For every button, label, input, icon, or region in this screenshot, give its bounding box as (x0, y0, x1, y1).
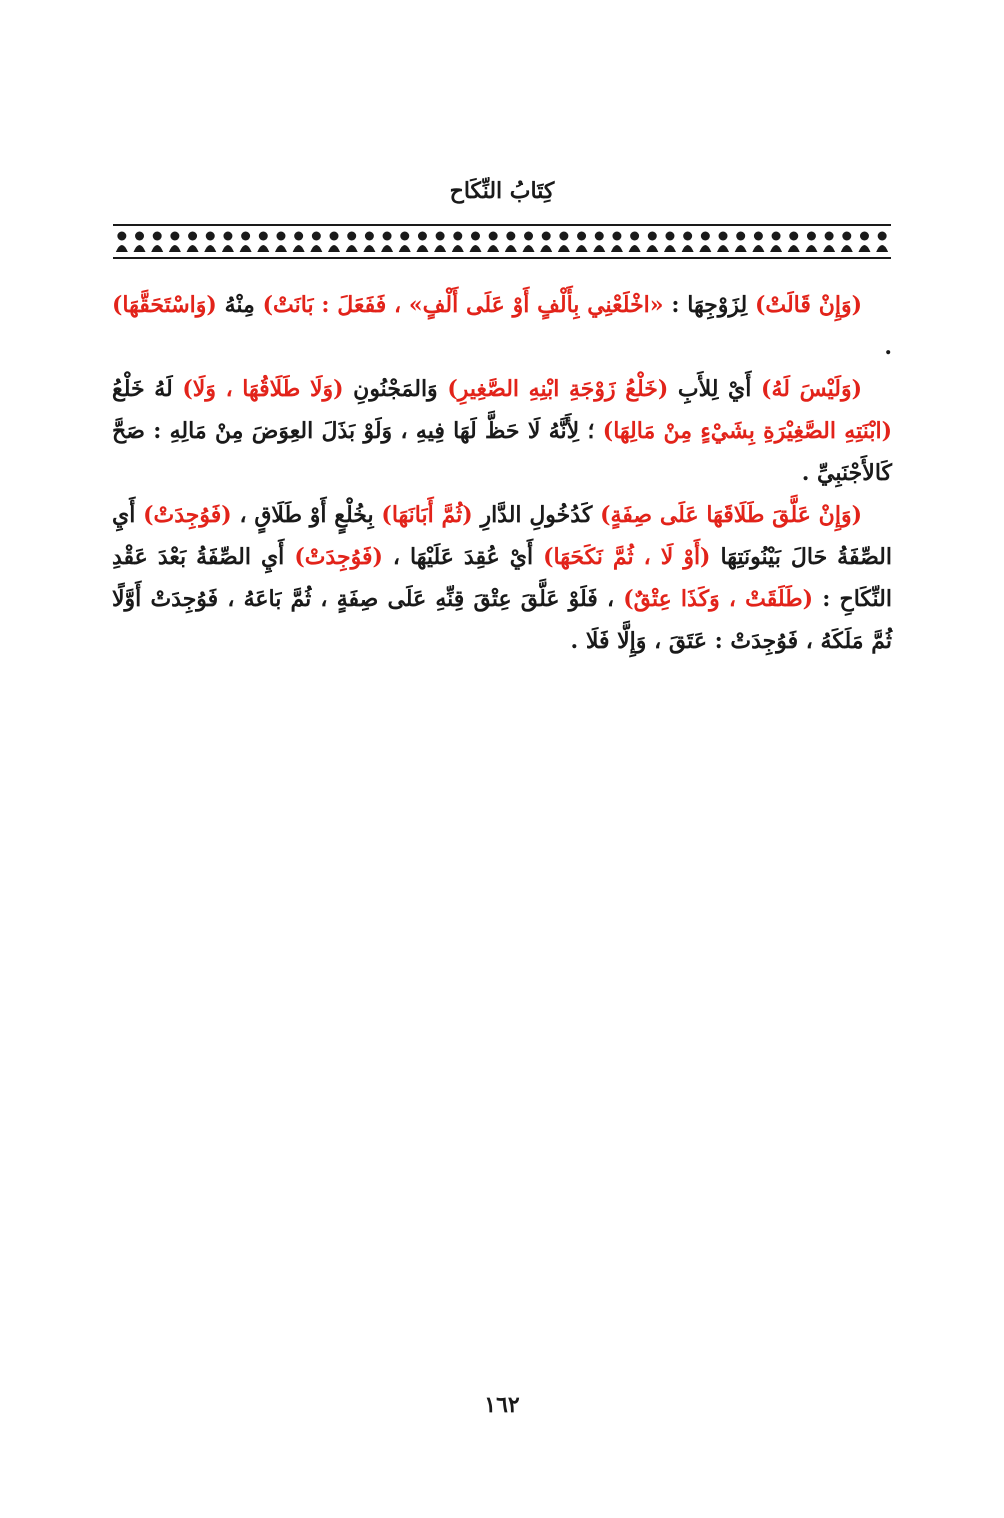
main-text (112, 284, 892, 662)
sharh-text: بِخُلْعٍ أَوْ طَلَاقٍ ، (231, 502, 382, 528)
ornament-motif (682, 245, 694, 252)
ornament-motif (116, 245, 128, 252)
ornament-motif (699, 245, 711, 252)
ornament-motif (770, 245, 782, 252)
matn-text: (أَوْ لَا ، ثُمَّ نَكَحَهَا) (543, 544, 711, 570)
sharh-text: ؛ لِأَنَّهُ لَا حَظَّ لَهَا فِيهِ ، وَلَوْ بَذَلَ العِوَضَ مِنْ مَالِهِ : صَحَّ كَالأَجْنَبِيِّ . (112, 418, 892, 486)
ornament-motif (223, 232, 232, 241)
ornament-motif (241, 232, 250, 241)
ornament-motif (788, 245, 800, 252)
ornament-motif (735, 245, 747, 252)
decorative-border (113, 222, 891, 262)
ornament-motif (276, 232, 285, 241)
sharh-text: ، فَلَوْ عَلَّقَ عِتْقَ قِنِّهِ عَلَى صِفَةٍ ، ثُمَّ بَاعَهُ ، فَوُجِدَتْ أَوَّلًا ثُمَّ مَلَكَهُ ، فَوُجِدَتْ : عَتَقَ ، وَإِلَّا فَلَا . (112, 586, 892, 654)
ornament-motif (629, 245, 641, 252)
ornament-motif (823, 245, 835, 252)
matn-text: (وَاسْتَحَقَّهَا) (112, 292, 217, 318)
ornament-motif (452, 245, 464, 252)
ornament-motif (187, 245, 199, 252)
ornament-motif (489, 232, 498, 241)
ornament-motif (593, 245, 605, 252)
ornament-motif (363, 245, 375, 252)
ornament-motif (381, 245, 393, 252)
ornament-motif (524, 232, 533, 241)
paragraph (112, 284, 892, 368)
ornament-motif (612, 232, 621, 241)
matn-text: (وَلَيْسَ لَهُ) (761, 376, 862, 402)
ornament-motif (222, 245, 234, 252)
ornament-motif (825, 232, 834, 241)
ornament-motif (701, 232, 710, 241)
ornament-motif (257, 245, 269, 252)
ornament-motif (540, 245, 552, 252)
matn-text: (وَإِنْ قَالَتْ) (754, 292, 862, 318)
ornament-motif (399, 245, 411, 252)
ornament-motif (206, 232, 215, 241)
sharh-text: لِزَوْجِهَا : (663, 292, 755, 318)
ornament-motif (611, 245, 623, 252)
ornament-motif (523, 245, 535, 252)
ornament-motif (310, 245, 322, 252)
ornament-motif (328, 245, 340, 252)
ornament-motif (436, 232, 445, 241)
ornament-motif (842, 232, 851, 241)
ornament-motif (646, 245, 658, 252)
ornament-motif (294, 232, 303, 241)
sharh-text: أَيْ لِلأَبِ (668, 376, 762, 402)
ornament-motif (117, 232, 126, 241)
ornament-motif (506, 232, 515, 241)
sharh-text: . (884, 334, 892, 360)
matn-text: «اخْلَعْنِي بِأَلْفٍ أَوْ عَلَى أَلْفٍ» ، فَفَعَلَ : بَانَتْ) (262, 292, 664, 318)
ornament-motif (805, 245, 817, 252)
matn-text: (طَلَقَتْ ، وَكَذَا عِتْقٌ) (623, 586, 814, 612)
ornament-motif (772, 232, 781, 241)
ornament-motif (471, 232, 480, 241)
ornament-motif (876, 245, 888, 252)
ornament-motif (487, 245, 499, 252)
ornament-motif (170, 232, 179, 241)
ornament-motif (330, 232, 339, 241)
ornament-motif (259, 232, 268, 241)
sharh-text: أَيْ عُقِدَ عَلَيْهَا ، (382, 544, 544, 570)
ornament-motif (275, 245, 287, 252)
ornament-motif (664, 245, 676, 252)
ornament-motif (134, 245, 146, 252)
ornament-motif (736, 232, 745, 241)
ornament-motif (169, 245, 181, 252)
ornament-motif (719, 232, 728, 241)
matn-text: (ثُمَّ أَبَانَهَا) (381, 502, 473, 528)
sharh-text: أَيِ الصِّفَةُ بَعْدَ عَقْدِ النِّكَاحِ : (112, 544, 892, 612)
ornament-motif (577, 232, 586, 241)
matn-text: (وَإِنْ عَلَّقَ طَلَاقَهَا عَلَى صِفَةٍ) (600, 502, 862, 528)
paragraph (112, 494, 892, 662)
sharh-text: لَهُ خَلْعُ (112, 376, 183, 402)
ornament-motif (346, 245, 358, 252)
ornament-motif (365, 232, 374, 241)
ornament-motif (542, 232, 551, 241)
ornament-motif (434, 245, 446, 252)
ornament-motif (841, 245, 853, 252)
ornament-motif (240, 245, 252, 252)
matn-text: (خَلْعُ زَوْجَةِ ابْنِهِ الصَّغِيرِ) (447, 376, 669, 402)
ornament-motif (416, 245, 428, 252)
ornament-motif (595, 232, 604, 241)
ornament-motif (754, 232, 763, 241)
ornament-motif (576, 245, 588, 252)
ornament-motif (648, 232, 657, 241)
ornament-motif (559, 232, 568, 241)
ornament-motif (293, 245, 305, 252)
ornament-motif (204, 245, 216, 252)
ornament-motif (683, 232, 692, 241)
ornament-motif (151, 245, 163, 252)
ornament-motif (135, 232, 144, 241)
ornament-motif (383, 232, 392, 241)
ornament-motif (153, 232, 162, 241)
ornament-motif (630, 232, 639, 241)
ornament-motif (860, 232, 869, 241)
matn-text: (فَوُجِدَتْ) (143, 502, 232, 528)
chapter-title: كِتَابُ النِّكَاح (449, 178, 555, 204)
sharh-text: مِنْهُ (216, 292, 263, 318)
page-number: ١٦٢ (484, 1392, 520, 1418)
matn-text: (فَوُجِدَتْ) (294, 544, 383, 570)
ornament-motif (789, 232, 798, 241)
ornament-motif (807, 232, 816, 241)
ornament-motif (347, 232, 356, 241)
ornament-motif (752, 245, 764, 252)
ornament-motif (453, 232, 462, 241)
ornament-motif (505, 245, 517, 252)
ornament-motif (400, 232, 409, 241)
matn-text: (ابْنَتِهِ الصَّغِيْرَةِ بِشَيْءٍ مِنْ مَالِهَا) (602, 418, 892, 444)
matn-text: (وَلَا طَلَاقُهَا ، وَلَا) (182, 376, 344, 402)
sharh-text: وَالمَجْنُونِ (343, 376, 448, 402)
sharh-text: كَدُخُولِ الدَّارِ (472, 502, 601, 528)
ornament-motif (717, 245, 729, 252)
sharh-text: أَيِ الصِّفَةُ حَالَ بَيْنُونَتِهَا (112, 502, 892, 570)
ornament-motif (312, 232, 321, 241)
ornament-motif (558, 245, 570, 252)
paragraph (112, 368, 892, 494)
ornament-motif (418, 232, 427, 241)
ornament-motif (858, 245, 870, 252)
ornament-motif (469, 245, 481, 252)
ornament-motif (878, 232, 887, 241)
ornament-motif (665, 232, 674, 241)
ornament-motif (188, 232, 197, 241)
